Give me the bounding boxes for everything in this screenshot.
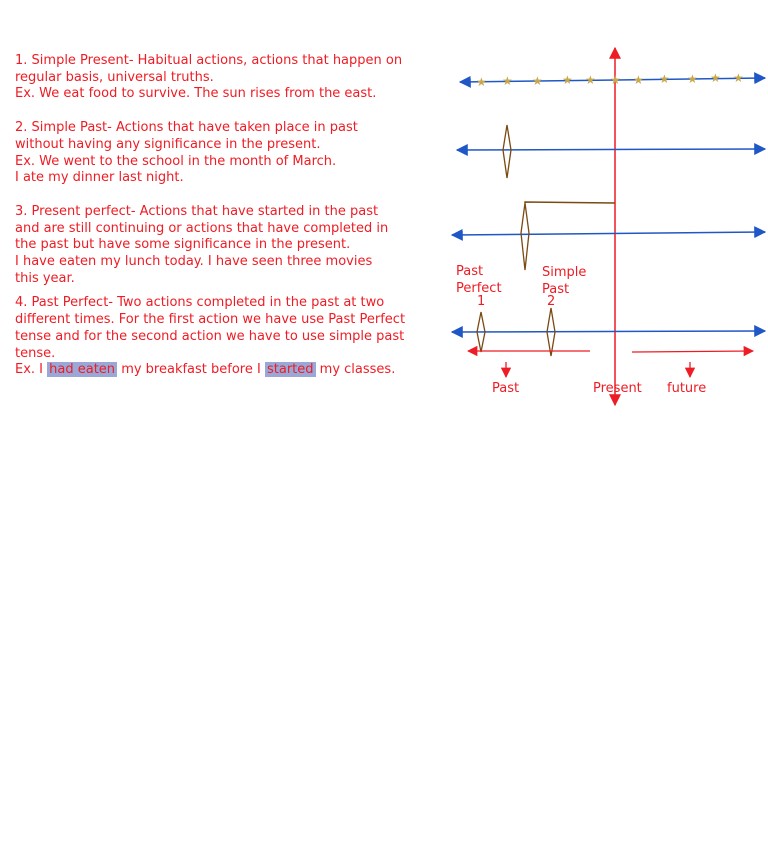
label-simple-past-num: 2 <box>547 294 556 309</box>
star-icon: ★ <box>687 72 698 86</box>
star-icon: ★ <box>610 73 621 87</box>
timeline-diagram <box>440 40 768 410</box>
example-prefix: Ex. I <box>15 362 44 378</box>
label-past: Past <box>492 381 520 396</box>
label-present: Present <box>593 381 642 396</box>
text-line: Ex. We went to the school in the month of March. <box>15 153 337 169</box>
highlight-started: started <box>266 362 314 378</box>
tense-simple-past <box>15 120 455 187</box>
star-icon: ★ <box>532 74 543 88</box>
text-line: the past but have some significance in the present. <box>15 237 351 253</box>
star-icon: ★ <box>562 73 573 87</box>
label-future: future <box>667 381 707 396</box>
label-past-perfect-num: 1 <box>477 294 486 309</box>
text-line: 3. Present perfect- Actions that have started in the past <box>15 203 379 219</box>
future-direction-arrow <box>632 351 753 352</box>
label-simple-past-2: Past <box>542 282 570 297</box>
star-icon: ★ <box>659 72 670 86</box>
tense-simple-present <box>15 53 455 103</box>
text-line: 4. Past Perfect- Two actions completed in the past at two <box>15 295 385 311</box>
timeline-present-perfect <box>452 232 765 235</box>
timeline-past-perfect <box>452 331 765 332</box>
star-icon: ★ <box>585 73 596 87</box>
label-simple-past-1: Simple <box>542 265 587 280</box>
tense-present-perfect <box>15 204 455 288</box>
star-icon: ★ <box>710 71 721 85</box>
text-line: I have eaten my lunch today. I have seen three movies <box>15 254 373 270</box>
star-icon: ★ <box>733 71 744 85</box>
text-line: 1. Simple Present- Habitual actions, actions that happen on <box>15 53 403 68</box>
example-middle: my breakfast before I <box>121 362 261 378</box>
text-line: tense and for the second action we have to use simple past <box>15 328 405 344</box>
continuation-bracket <box>525 202 615 203</box>
tense-descriptions <box>15 53 455 379</box>
star-icons <box>476 71 744 89</box>
highlight-had-eaten: had eaten <box>49 362 116 378</box>
star-icon: ★ <box>476 75 487 89</box>
label-past-perfect-1: Past <box>456 264 484 279</box>
text-line: Ex. We eat food to survive. The sun rises from the east. <box>15 86 377 102</box>
text-line: I ate my dinner last night. <box>15 170 184 186</box>
example-line <box>15 362 455 379</box>
event-marker <box>521 203 529 270</box>
tense-past-perfect <box>15 295 455 379</box>
event-marker <box>503 125 511 178</box>
text-line: and are still continuing or actions that have completed in <box>15 220 389 236</box>
text-line: 2. Simple Past- Actions that have taken place in past <box>15 120 358 136</box>
star-icon: ★ <box>633 73 644 87</box>
text-line: this year. <box>15 270 75 286</box>
label-past-perfect-2: Perfect <box>456 281 502 296</box>
star-icon: ★ <box>502 74 513 88</box>
text-line: tense. <box>15 345 56 361</box>
text-line: regular basis, universal truths. <box>15 69 214 85</box>
example-suffix: my classes. <box>319 362 396 378</box>
text-line: different times. For the first action we have use Past Perfect <box>15 312 406 328</box>
text-line: without having any significance in the present. <box>15 136 321 152</box>
